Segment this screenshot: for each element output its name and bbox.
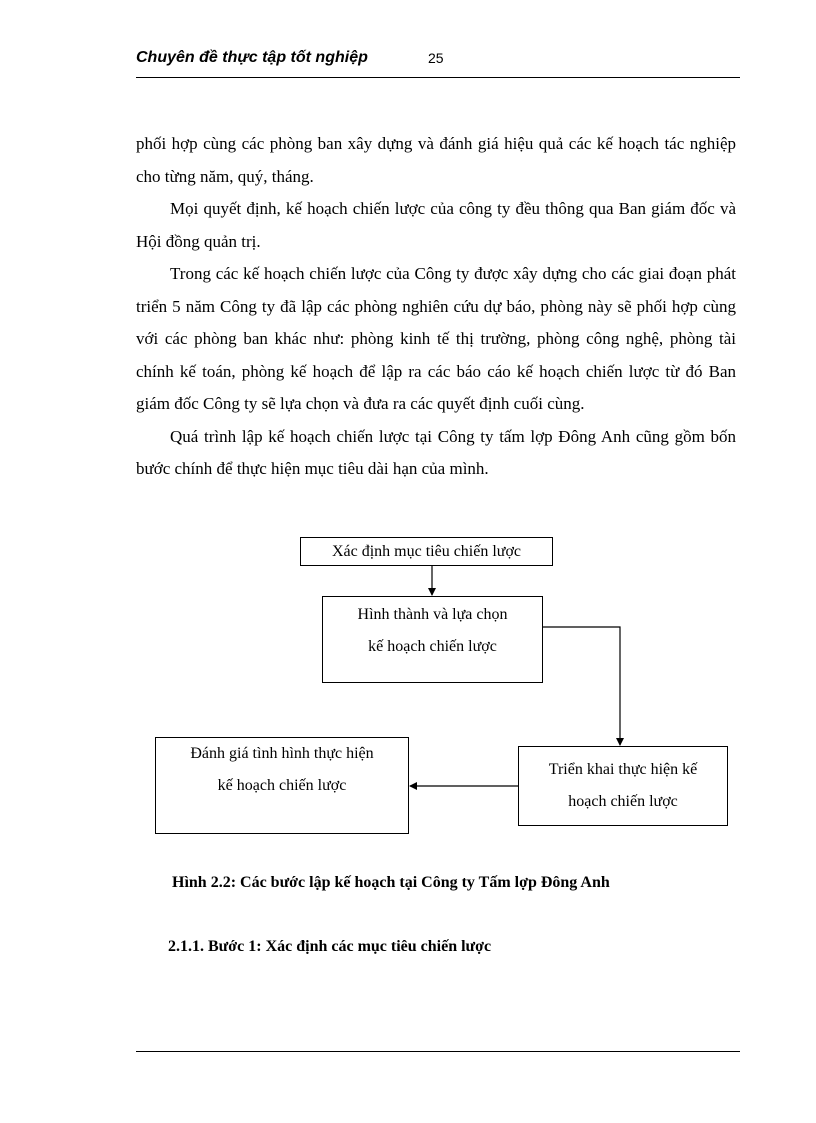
section-heading: 2.1.1. Bước 1: Xác định các mục tiêu chiến lược [168,938,492,955]
flow-step-label: kế hoạch chiến lược [368,638,497,655]
flow-step-form-and-select [322,596,543,683]
paragraph: phối hợp cùng các phòng ban xây dựng và đánh giá hiệu quả các kế hoạch tác nghiệp cho từng năm, quý, tháng. [136,134,736,186]
footer-rule [136,1051,740,1052]
header-rule [136,77,740,78]
flow-step-label: Hình thành và lựa chọn [357,606,508,623]
body-text [136,128,736,486]
page-number: 25 [428,50,444,66]
paragraph: Quá trình lập kế hoạch chiến lược tại Công ty tấm lợp Đông Anh cũng gồm bốn bước chính để thực hiện mục tiêu dài hạn của mình. [136,426,736,478]
flow-step-label: Triển khai thực hiện kế [548,761,698,778]
flow-step-label: kế hoạch chiến lược [217,777,347,794]
flow-step-label: Xác định mục tiêu chiến lược [331,542,522,560]
flow-step-define-objectives [300,537,553,566]
figure-caption: Hình 2.2: Các bước lập kế hoạch tại Công ty Tấm lợp Đông Anh [172,874,610,891]
flow-step-label: Đánh giá tình hình thực hiện [190,745,374,762]
header-title: Chuyên đề thực tập tốt nghiệp [136,49,368,66]
paragraph: Mọi quyết định, kế hoạch chiến lược của công ty đều thông qua Ban giám đốc và Hội đồng quản trị. [136,199,736,251]
flow-step-evaluate [155,737,409,834]
flow-step-label: hoạch chiến lược [568,793,678,810]
flow-step-implement [518,746,728,826]
paragraph: Trong các kế hoạch chiến lược của Công ty được xây dựng cho các giai đoạn phát triển 5 năm Công ty đã lập các phòng nghiên cứu dự báo, phòng này sẽ phối hợp cùng với các phòng ban khác như: phòng kinh tế thị trường, phòng công nghệ, phòng tài chính kế toán, phòng kế hoạch để lập ra các báo cáo kế hoạch chiến lược từ đó Ban giám đốc Công ty sẽ lựa chọn và đưa ra các quyết định cuối cùng. [136,264,736,413]
arrow-step2-to-step3 [543,627,620,745]
